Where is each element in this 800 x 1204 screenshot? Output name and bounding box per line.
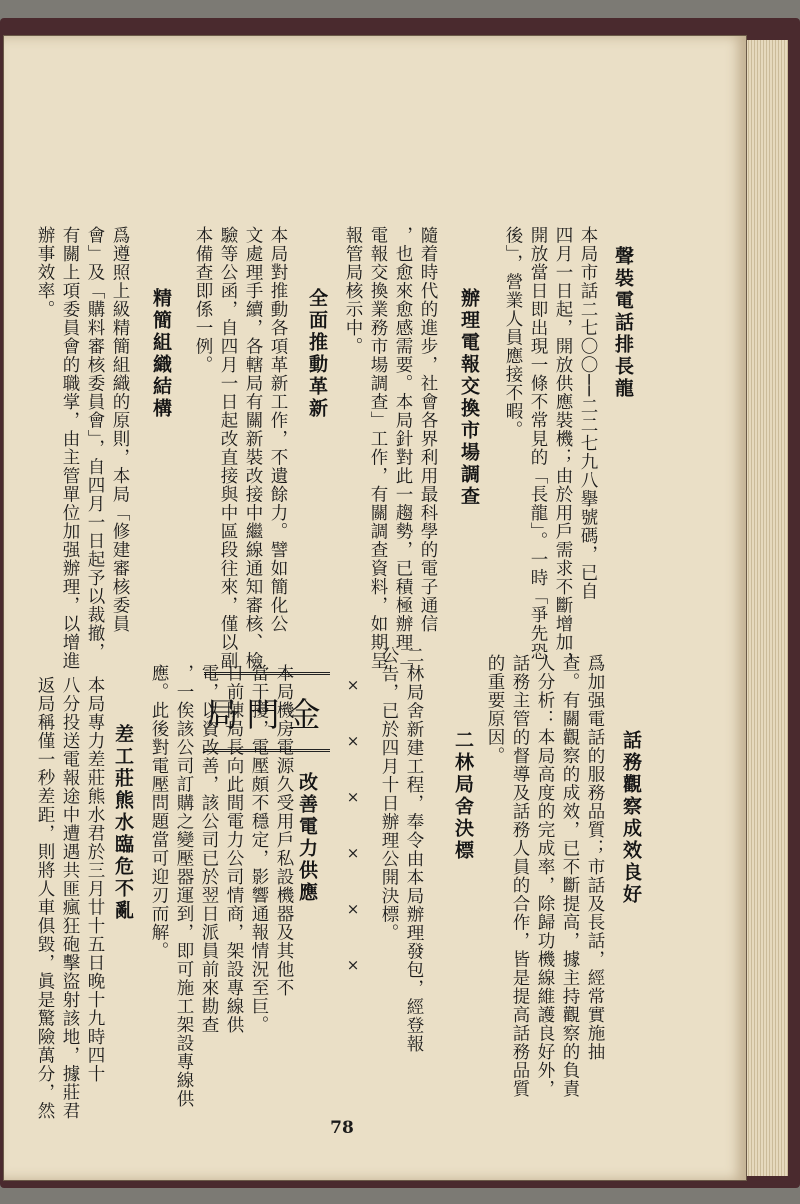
column-telegraph-survey bbox=[340, 226, 440, 670]
heading-power-supply: 改善電力供應 bbox=[296, 772, 318, 904]
line: 開放當日即出現一條不常見的「長龍」。一時「爭先恐 bbox=[528, 226, 548, 662]
line: 後」，營業人員應接不暇。 bbox=[503, 226, 523, 440]
heading-telegraph-survey: 辦理電報交換市場調查 bbox=[458, 288, 480, 508]
heading-reform: 全面推動革新 bbox=[306, 288, 328, 420]
column-reform bbox=[190, 226, 290, 670]
column-streamline bbox=[32, 226, 132, 670]
heading-streamline: 精簡組織結構 bbox=[150, 288, 172, 420]
line: 本備查即係一例。 bbox=[193, 226, 213, 374]
column-traffic-observation bbox=[482, 654, 607, 1098]
line: 驗等公函，自四月一日起改直接與中區段往來，僅以副 bbox=[218, 226, 238, 670]
line: 應。此後對電壓問題當可迎刃而解。 bbox=[149, 664, 169, 960]
line: 爲遵照上級精簡組織的原則，本局「修建審核委員 bbox=[110, 226, 130, 633]
line: 人分析：本局高度的完成率，除歸功機線維護良好外， bbox=[535, 654, 555, 1098]
line: 日前陳局長向此間電力公司情商，架設專線供 bbox=[224, 664, 244, 1034]
jinmen-title: 金門局 bbox=[205, 694, 329, 734]
heading-traffic-observation: 話務觀察成效良好 bbox=[620, 730, 642, 906]
line: 文處理手續，各轄局有關新裝改接中繼線通知審核、檢 bbox=[243, 226, 263, 670]
column-power-supply bbox=[146, 664, 296, 1108]
line: 本局市話二七〇〇──二二七九八擧號碼，已自 bbox=[578, 226, 598, 601]
line: 本局專力差莊熊水君於三月廿十五日晚十九時四十 bbox=[85, 676, 105, 1083]
line: 辦事效率。 bbox=[35, 226, 55, 319]
line: 爲加强電話的服務品質；市話及長話，經常實施抽 bbox=[585, 654, 605, 1061]
line: 話務主管的督導及話務人員的合作，皆是提高話務品質 bbox=[510, 654, 530, 1098]
line: 本局對推動各項革新工作，不遺餘力。譬如簡化公 bbox=[268, 226, 288, 633]
heading-phone-queue: 聲裝電話排長龍 bbox=[612, 246, 634, 400]
separator-marks: ×××××× bbox=[344, 676, 362, 1012]
page-number: 78 bbox=[330, 1118, 354, 1138]
line: 報管局核示中。 bbox=[343, 226, 363, 356]
line: 本局機房電源久受用戶私設機器及其他不 bbox=[274, 664, 294, 997]
line: 四月一日起，開放供應裝機；由於用戶需求不斷增加， bbox=[553, 226, 573, 670]
heading-erlin-tender: 二林局舍決標 bbox=[452, 730, 474, 862]
line: 當干擾，電壓頗不穩定，影響通報情況至巨。 bbox=[249, 664, 269, 1034]
line: 有關上項委員會的職掌，由主管單位加强辦理，以增進 bbox=[60, 226, 80, 670]
line: 返局稱僅一秒差距，則將人車俱毀，眞是驚險萬分，然 bbox=[35, 676, 55, 1120]
column-erlin-tender bbox=[376, 646, 426, 1053]
line: 電報交換業務市場調查」工作，有關調查資料，如期呈 bbox=[368, 226, 388, 670]
line: 的重要原因。 bbox=[485, 654, 505, 765]
line: 會」及「購料審核委員會」，自四月一日起予以裁撤， bbox=[85, 226, 105, 662]
column-phone-queue bbox=[500, 226, 600, 670]
line: 查。有關觀察的成效，已不斷提高，據主持觀察的負責 bbox=[560, 654, 580, 1098]
column-courier-calm bbox=[32, 676, 107, 1120]
page-edges bbox=[746, 40, 788, 1176]
heading-courier-calm: 差工莊熊水臨危不亂 bbox=[112, 724, 134, 922]
line: 八分投送電報途中遭遇共匪瘋狂砲擊盜射該地，據莊君 bbox=[60, 676, 80, 1120]
line: ，一俟該公司訂購之變壓器運到，即可施工架設專線供 bbox=[174, 664, 194, 1108]
line: 隨着時代的進步，社會各界利用最科學的電子通信 bbox=[418, 226, 438, 633]
line: ，也愈來愈感需要。本局針對此一趨勢，已積極辦理「 bbox=[393, 226, 413, 670]
line: 電，以資改善，該公司已於翌日派員前來勘查 bbox=[199, 664, 219, 1034]
book-page bbox=[4, 36, 746, 1180]
line: 二林局舍新建工程，奉令由本局辦理發包，經登報 bbox=[404, 646, 424, 1053]
line: 公告，已於四月十日辦理公開決標。 bbox=[379, 646, 399, 942]
